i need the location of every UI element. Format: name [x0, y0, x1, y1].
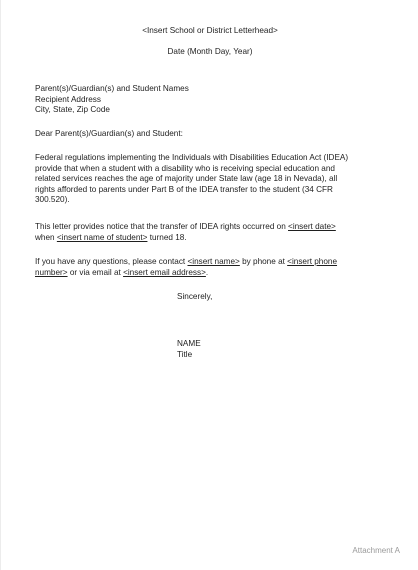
notice-text: turned 18. — [147, 232, 187, 242]
salutation: Dear Parent(s)/Guardian(s) and Student: — [35, 129, 183, 138]
recipient-address: Recipient Address — [35, 94, 101, 104]
paragraph-transfer-notice — [35, 222, 379, 243]
notice-text: This letter provides notice that the transfer of IDEA rights occurred on — [35, 222, 289, 231]
paragraph-contact — [35, 257, 379, 278]
insert-date-placeholder: <insert date> — [288, 222, 336, 231]
recipient-city-state-zip: City, State, Zip Code — [35, 105, 110, 115]
paragraph-line: rights afforded to parents under Part B of the IDEA transfer to the student (34 CFR — [35, 184, 333, 194]
contact-text: . — [205, 267, 209, 277]
paragraph-line — [35, 268, 379, 279]
paragraph-line: related services reaches the age of majority under State law (age 18 in Nevada), all — [35, 174, 338, 184]
date-line: Date (Month Day, Year) — [167, 47, 253, 56]
paragraph-line: Federal regulations implementing the Individuals with Disabilities Education Act (IDEA) — [35, 153, 349, 162]
closing: Sincerely, — [177, 292, 213, 301]
signature-title: Title — [177, 349, 193, 359]
paragraph-line: provide that when a student with a disability who is receiving special education and — [35, 163, 335, 173]
insert-phone-placeholder: <insert phone — [287, 257, 338, 266]
signature-block — [177, 339, 201, 360]
insert-email-placeholder: <insert email address> — [123, 267, 206, 277]
notice-text: when — [35, 232, 57, 242]
attachment-label: Attachment A — [352, 546, 400, 555]
paragraph-line — [35, 233, 379, 244]
recipient-names: Parent(s)/Guardian(s) and Student Names — [35, 84, 189, 93]
insert-student-name-placeholder: <insert name of student> — [56, 232, 148, 242]
signature-name: NAME — [177, 339, 201, 348]
insert-phone-placeholder-cont: number> — [35, 267, 68, 277]
paragraph-line: 300.520). — [35, 195, 70, 205]
paragraph-line — [35, 257, 379, 268]
recipient-address-block — [35, 84, 379, 116]
paragraph-line — [35, 222, 379, 233]
letterhead-placeholder: <Insert School or District Letterhead> — [142, 26, 278, 35]
contact-text: by phone at — [239, 257, 288, 266]
insert-contact-name-placeholder: <insert name> — [187, 257, 240, 266]
contact-text: or via email at — [67, 267, 124, 277]
paragraph-regulations — [35, 153, 379, 206]
contact-text: If you have any questions, please contact — [35, 257, 188, 266]
